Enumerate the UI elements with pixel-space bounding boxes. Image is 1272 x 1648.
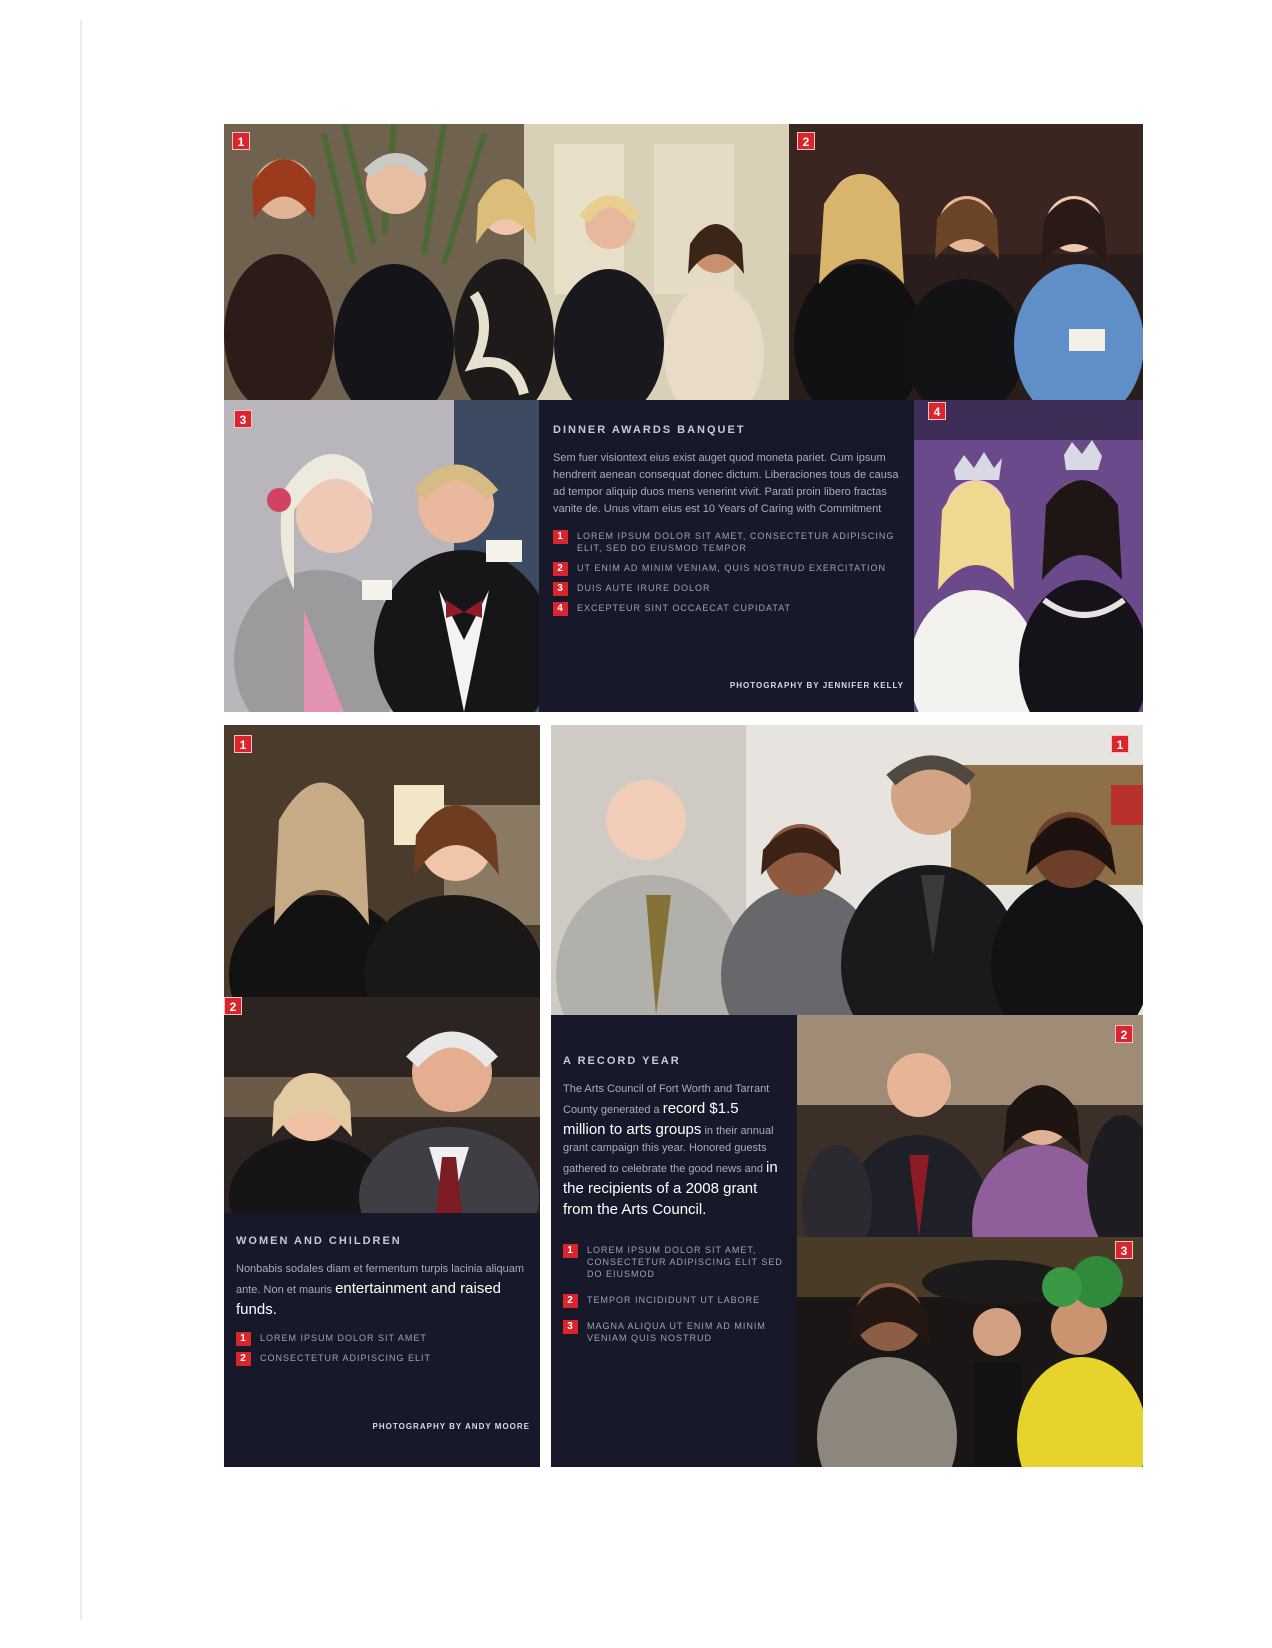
photo-number-badge: 4	[928, 402, 946, 420]
bottom-left-section-title: WOMEN AND CHILDREN	[236, 1235, 402, 1247]
caption-item	[553, 530, 900, 554]
photo-number-badge: 3	[1115, 1241, 1133, 1259]
caption-number: 4	[553, 602, 568, 616]
body-middle-text: in their annual grant campaign this year. Honored guests gathered to celebrate the good news and	[563, 1125, 774, 1175]
bottom-right-section-title: A RECORD YEAR	[563, 1055, 681, 1067]
caption-text: LOREM IPSUM DOLOR SIT AMET	[260, 1333, 427, 1343]
photo-pageant-queens-image	[914, 400, 1143, 712]
bottom-right-text-area	[551, 1015, 797, 1467]
photo-number-badge: 1	[1111, 735, 1129, 753]
photo-couple-image	[224, 400, 539, 712]
photo-credit: PHOTOGRAPHY BY JENNIFER KELLY	[729, 681, 904, 690]
photo-family-with-dancer-image	[797, 1237, 1143, 1467]
caption-text: TEMPOR INCIDIDUNT UT LABORE	[587, 1295, 761, 1305]
body-lead-text: Nonbabis sodales diam et fermentum turpis lacinia aliquam ante. Non et mauris	[236, 1263, 524, 1296]
caption-text: DUIS AUTE IRURE DOLOR	[577, 583, 711, 593]
photo-two-women-smiling-image	[224, 725, 540, 997]
photo-woman-and-man-image	[224, 997, 540, 1213]
bottom-left-section-body	[236, 1261, 528, 1320]
top-section-title: DINNER AWARDS BANQUET	[553, 424, 746, 436]
photo-three-women-image	[789, 124, 1143, 400]
bottom-right-caption-list	[563, 1244, 785, 1344]
photo-honoree-with-woman-image	[797, 1015, 1143, 1237]
caption-text: UT ENIM AD MINIM VENIAM, QUIS NOSTRUD EXERCITATION	[577, 563, 887, 573]
photo-credit: PHOTOGRAPHY BY ANDY MOORE	[372, 1422, 530, 1431]
photo-number-badge: 1	[232, 132, 250, 150]
caption-item	[563, 1320, 785, 1344]
photo-group-five	[224, 124, 789, 400]
caption-text: MAGNA ALIQUA UT ENIM AD MINIM VENIAM QUIS NOSTRUD	[587, 1321, 766, 1343]
caption-item	[563, 1294, 785, 1306]
caption-item	[553, 562, 900, 574]
photo-four-guests	[551, 725, 1143, 1015]
caption-text: EXCEPTEUR SINT OCCAECAT CUPIDATAT	[577, 603, 792, 613]
body-highlight-text: in the recipients of a 2008 grant from the Arts Council.	[563, 1159, 778, 1218]
caption-number: 1	[553, 530, 568, 544]
caption-item	[236, 1332, 528, 1344]
photo-three-women	[789, 124, 1143, 400]
photo-woman-and-man	[224, 997, 540, 1213]
page-binding-edge	[80, 20, 82, 1620]
photo-group-five-image	[224, 124, 789, 400]
caption-number: 2	[563, 1294, 578, 1308]
photo-number-badge: 2	[797, 132, 815, 150]
caption-item	[563, 1244, 785, 1280]
caption-item	[553, 582, 900, 594]
body-highlight-text: record $1.5 million to arts groups	[563, 1100, 739, 1138]
caption-number: 1	[236, 1332, 251, 1346]
photo-honoree-with-woman	[797, 1015, 1143, 1237]
photo-couple	[224, 400, 539, 712]
caption-number: 2	[236, 1352, 251, 1366]
photo-number-badge: 3	[234, 410, 252, 428]
bottom-right-panel	[551, 725, 1143, 1467]
caption-number: 2	[553, 562, 568, 576]
photo-family-with-dancer	[797, 1237, 1143, 1467]
caption-item	[236, 1352, 528, 1364]
body-lead-text: The Arts Council of Fort Worth and Tarrant County generated a	[563, 1083, 770, 1116]
photo-pageant-queens	[914, 400, 1143, 712]
photo-number-badge: 2	[1115, 1025, 1133, 1043]
photo-number-badge: 2	[224, 997, 242, 1015]
bottom-left-caption-list	[236, 1332, 528, 1364]
caption-text: CONSECTETUR ADIPISCING ELIT	[260, 1353, 432, 1363]
caption-number: 3	[563, 1320, 578, 1334]
caption-number: 1	[563, 1244, 578, 1258]
caption-text: LOREM IPSUM DOLOR SIT AMET, CONSECTETUR ADIPISCING ELIT SED DO EIUSMOD	[587, 1245, 783, 1279]
caption-item	[553, 602, 900, 614]
photo-number-badge: 1	[234, 735, 252, 753]
top-caption-list	[553, 530, 900, 614]
caption-number: 3	[553, 582, 568, 596]
bottom-left-text-area	[224, 1213, 540, 1467]
caption-text: LOREM IPSUM DOLOR SIT AMET, CONSECTETUR ADIPISCING ELIT, SED DO EIUSMOD TEMPOR	[577, 531, 895, 553]
top-section-body: Sem fuer visiontext eius exist auget quod moneta pariet. Cum ipsum hendrerit aenean consequat donec dictum. Liberaciones tous de causa ad tempor aliquip duos mens venerint vivit. Parati proin libero fractas vanite de. Unus vitam eius est 10 Years of Caring with Commitment	[553, 452, 899, 515]
bottom-right-section-body	[563, 1081, 785, 1220]
bottom-left-panel	[224, 725, 540, 1467]
photo-two-women-smiling	[224, 725, 540, 997]
body-highlight-text: entertainment and raised funds.	[236, 1280, 501, 1318]
top-text-panel	[539, 400, 914, 712]
photo-four-guests-image	[551, 725, 1143, 1015]
